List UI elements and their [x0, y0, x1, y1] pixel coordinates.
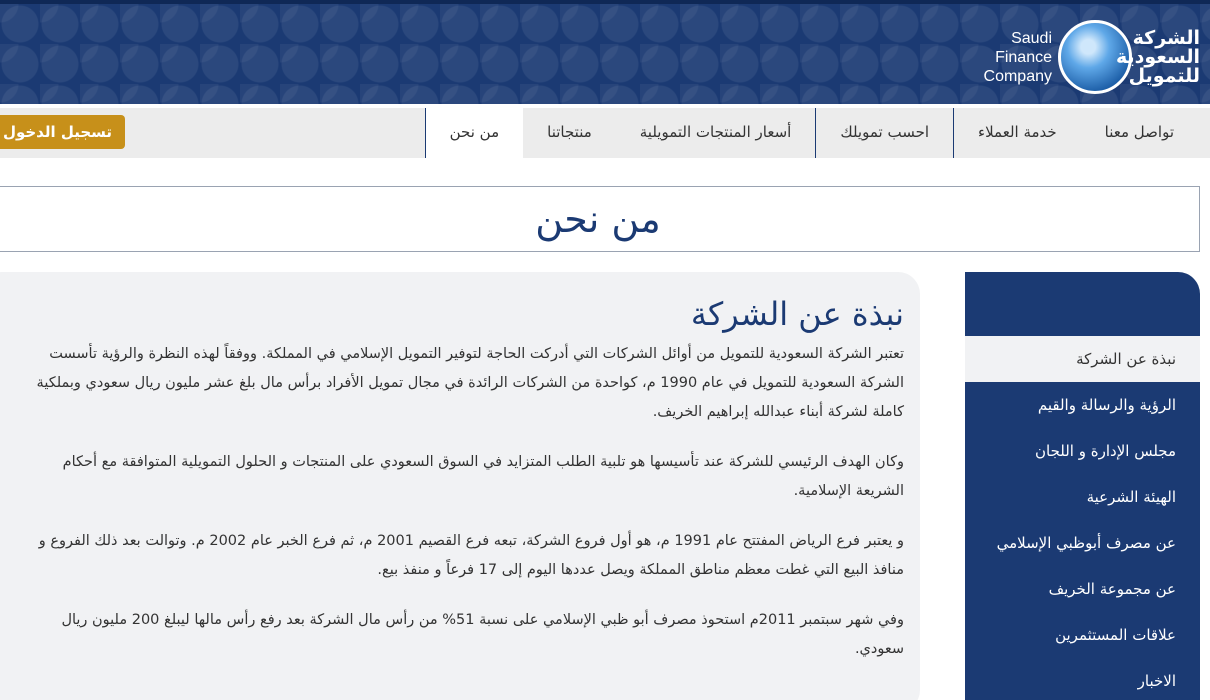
- article-paragraph: وكان الهدف الرئيسي للشركة عند تأسيسها هو تلبية الطلب المتزايد في السوق السعودي على المنتجات و الحلول التمويلية المتوافقة مع أحكام الشريعة الإسلامية.: [62, 454, 904, 499]
- nav-item-about[interactable]: من نحن: [425, 108, 524, 158]
- sidebar-item-board[interactable]: مجلس الإدارة و اللجان: [1035, 442, 1176, 460]
- article-paragraph: تعتبر الشركة السعودية للتمويل من أوائل الشركات التي أدركت الحاجة لتوفير التمويل الإسلامي في المملكة. ووفقاً لهذه النظرة والرؤية تأسست الشركة السعودية للتمويل في عام 1990 م، كواحدة من الشركات الرائدة في مجال تمويل الأفراد برأس مال بلغ عشر مليون ريال سعودي وبملكية كاملة لشركة أبناء عبدالله إبراهيم الخريف.: [36, 346, 904, 420]
- nav-item-calculator[interactable]: احسب تمويلك: [840, 123, 930, 141]
- nav-item-contact[interactable]: تواصل معنا: [1104, 123, 1174, 141]
- about-sidebar: [965, 272, 1200, 700]
- article-panel: [0, 272, 920, 700]
- nav-divider: [953, 108, 954, 158]
- page-title-box: [0, 186, 1200, 252]
- logo-arabic-text: الشركة السعودية للتمويل: [1115, 26, 1200, 87]
- site-header: [0, 0, 1210, 104]
- nav-item-prices[interactable]: أسعار المنتجات التمويلية: [639, 123, 792, 141]
- sidebar-item-news[interactable]: الاخبار: [1137, 672, 1176, 690]
- sidebar-item-vision[interactable]: الرؤية والرسالة والقيم: [1037, 396, 1176, 414]
- login-button[interactable]: تسجيل الدخول: [0, 115, 125, 149]
- sidebar-item-adib[interactable]: عن مصرف أبوظبي الإسلامي: [996, 534, 1176, 552]
- logo-english-text: Saudi Finance Company: [983, 29, 1052, 85]
- sidebar-item-khorayef-group[interactable]: عن مجموعة الخريف: [1048, 580, 1176, 598]
- sidebar-item-investor-relations[interactable]: علاقات المستثمرين: [1055, 626, 1176, 644]
- sidebar-item-overview[interactable]: نبذة عن الشركة: [965, 336, 1200, 382]
- nav-divider: [815, 108, 816, 158]
- article-heading: نبذة عن الشركة: [690, 295, 904, 333]
- nav-item-products[interactable]: منتجاتنا: [547, 123, 592, 141]
- article-paragraph: و يعتبر فرع الرياض المفتتح عام 1991 م، هو أول فروع الشركة، تبعه فرع القصيم 2001 م، ثم فرع الخبر عام 2002 م. وتوالت بعد ذلك الفروع و منافذ البيع التي غطت معظم مناطق المملكة ويصل عددها اليوم إلى 17 فرعاً و منفذ بيع.: [38, 533, 904, 578]
- article-paragraph: وفي شهر سبتمبر 2011م استحوذ مصرف أبو ظبي الإسلامي على نسبة 51% من رأس مال الشركة بعد رفع رأس مالها ليبلغ 200 مليون ريال سعودي.: [61, 612, 904, 657]
- page-title: من نحن: [535, 197, 661, 241]
- nav-item-customer-service[interactable]: خدمة العملاء: [978, 123, 1057, 141]
- company-logo[interactable]: [970, 16, 1200, 98]
- sidebar-item-sharia-board[interactable]: الهيئة الشرعية: [1086, 488, 1176, 506]
- main-nav: [0, 108, 1210, 158]
